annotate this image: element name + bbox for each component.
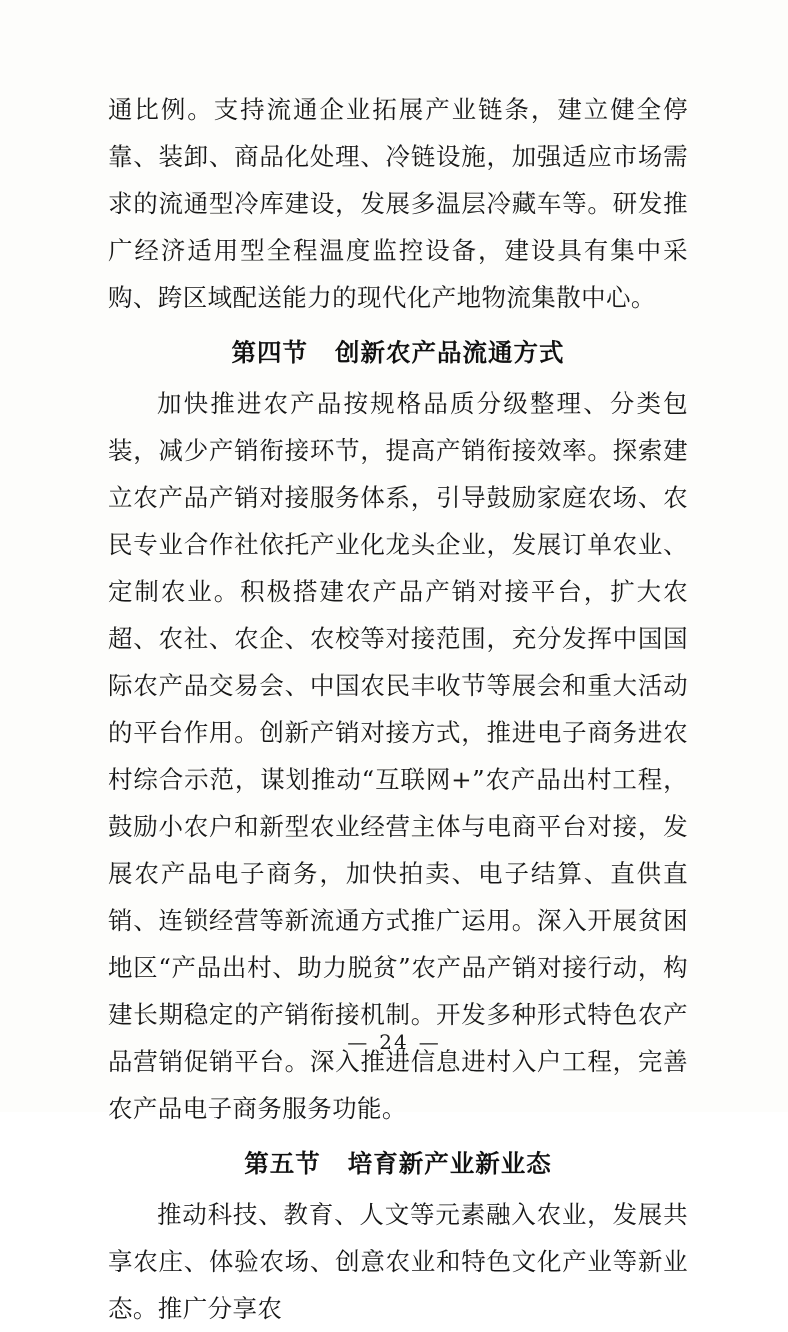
- section-number: 第五节: [244, 1149, 321, 1178]
- paragraph-section-four-body: 加快推进农产品按规格品质分级整理、分类包装，减少产销衔接环节，提高产销衔接效率。探索建立农产品产销对接服务体系，引导鼓励家庭农场、农民专业合作社依托产业化龙头企业，发展订单农业、定制农业。积极搭建农产品产销对接平台，扩大农超、农社、农企、农校等对接范围，充分发挥中国国际农产品交易会、中国农民丰收节等展会和重大活动的平台作用。创新产销对接方式，推进电子商务进农村综合示范，谋划推动“互联网+”农产品出村工程，鼓励小农户和新型农业经营主体与电商平台对接，发展农产品电子商务，加快拍卖、电子结算、直供直销、连锁经营等新流通方式推广运用。深入开展贫困地区“产品出村、助力脱贫”农产品产销对接行动，构建长期稳定的产销衔接机制。开发多种形式特色农产品营销促销平台。深入推进信息进村入户工程，完善农产品电子商务服务功能。: [108, 389, 688, 1123]
- section-number: 第四节: [231, 338, 309, 367]
- page-footer: [0, 1030, 788, 1054]
- page-number-right-dash: —: [418, 1030, 441, 1054]
- paragraph-section-five-body: 推动科技、教育、人文等元素融入农业，发展共享农庄、体验农场、创意农业和特色文化产业等新业态。推广分享农: [108, 1200, 688, 1323]
- section-heading-fourth: [108, 329, 688, 376]
- page-number-left-dash: —: [347, 1030, 370, 1054]
- section-title: 创新农产品流通方式: [334, 338, 565, 367]
- paragraph-continuation: 通比例。支持流通企业拓展产业链条，建立健全停靠、装卸、商品化处理、冷链设施，加强适应市场需求的流通型冷库建设，发展多温层冷藏车等。研发推广经济适用型全程温度监控设备，建设具有集中采购、跨区域配送能力的现代化产地物流集散中心。: [108, 95, 688, 312]
- page-number: 24: [379, 1030, 409, 1054]
- section-heading-fifth: [108, 1140, 688, 1187]
- section-title: 培育新产业新业态: [347, 1149, 552, 1178]
- page-content: [108, 86, 688, 1332]
